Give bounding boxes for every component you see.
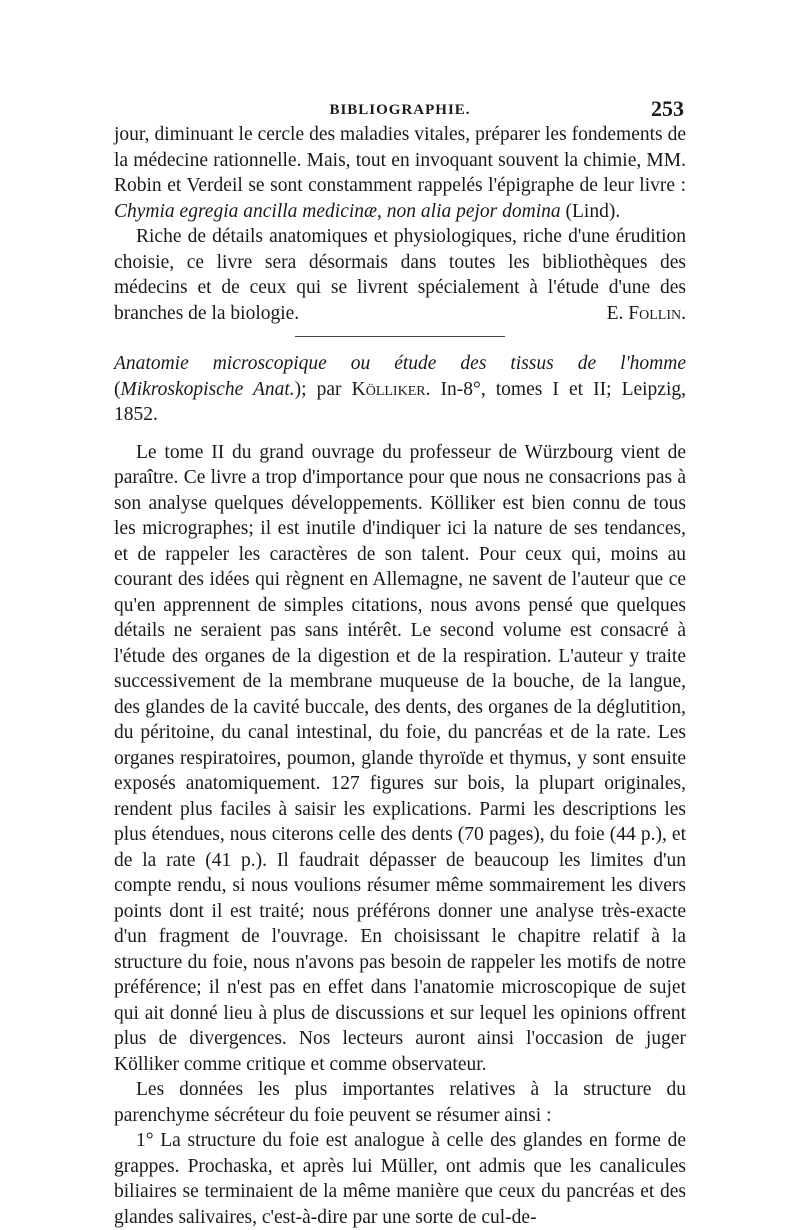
- publication-details: . In-8°, tomes I et II; Leipzig, 1852.: [114, 379, 686, 426]
- paragraph: Le tome II du grand ouvrage du professeur de Würzbourg vient de paraître. Ce livre a trop d'importance pour que nous ne consacrions pas à son analyse quelques développements. Kölliker est bien connu de tous les micrographes; il est inutile d'indiquer ici la nature de ses tendances, et de rappeler les caractères de son talent. Pour ceux qui, moins au courant des idées qui règnent en Allemagne, ne savent de l'auteur que ce qu'en apprennent de simples citations, nous avons pensé que quelques détails ne seraient pas sans intérêt. Le second volume est consacré à l'étude des organes de la digestion et de la respiration. L'auteur y traite successivement de la membrane muqueuse de la bouche, de la langue, des glandes de la cavité buccale, des dents, des organes de la déglutition, du péritoine, du canal intestinal, du foie, du pancréas et de la rate. Les organes respiratoires, poumon, glande thyroïde et thymus, y sont ensuite exposés anatomiquement. 127 figures sur bois, la plupart originales, rendent plus faciles à saisir les explications. Parmi les descriptions les plus étendues, nous citerons celle des dents (70 pages), du foie (44 p.), et de la rate (41 p.). Il faudrait dépasser de beaucoup les limites d'un compte rendu, si nous voulions résumer même sommairement les divers points dont il est traité; nous préférons donner une analyse très-exacte d'un fragment de l'ouvrage. En choisissant le chapitre relatif à la structure du foie, nous n'avons pas besoin de rappeler les motifs de notre préférence; il n'est pas en effet dans l'anatomie microscopique de sujet qui ait donné lieu à plus de discussions et sur lequel les opinions offrent plus de divergences. Nos lecteurs auront ainsi l'occasion de juger Kölliker comme critique et comme observateur.: [114, 440, 686, 1078]
- paragraph: Les données les plus importantes relatives à la structure du parenchyme sécréteur du foie peuvent se résumer ainsi :: [114, 1077, 686, 1128]
- review-title: [114, 351, 686, 428]
- title-paren: ): [295, 379, 302, 400]
- review-kolliker: [114, 440, 686, 1230]
- book-title-german: Mikroskopische Anat.: [121, 379, 295, 400]
- paragraph: [114, 122, 686, 224]
- paragraph-text: jour, diminuant le cercle des maladies vitales, préparer les fondements de la médecine rationnelle. Mais, tout en invoquant souvent la chimie, MM. Robin et Verdeil se sont constamment rappelés l'épigraphe de leur livre :: [114, 124, 686, 196]
- title-paren: (: [114, 379, 121, 400]
- review-robin-verdeil: [114, 122, 686, 326]
- paragraph: 1° La structure du foie est analogue à celle des glandes en forme de grappes. Prochaska, et après lui Müller, ont admis que les canalicules biliaires se terminaient de la même manière que ceux du pancréas et des glandes salivaires, c'est-à-dire par une sorte de cul-de-: [114, 1128, 686, 1230]
- signature: E. Follin.: [607, 303, 686, 324]
- epigraph-source: (Lind).: [561, 201, 621, 222]
- running-head: BIBLIOGRAPHIE.: [114, 102, 686, 119]
- page-number: 253: [651, 96, 684, 122]
- epigraph: Chymia egregia ancilla medicinæ, non alia pejor domina: [114, 201, 561, 222]
- title-text: ; par: [301, 379, 351, 400]
- book-title: Anatomie microscopique ou étude des tissus de l'homme: [114, 353, 686, 374]
- book-author: Kölliker: [352, 379, 426, 400]
- page: [114, 96, 686, 1230]
- page-header: [114, 96, 686, 122]
- section-divider: [295, 336, 505, 337]
- paragraph-text: Riche de détails anatomiques et physiologiques, riche d'une érudition choisie, ce livre sera désormais dans toutes les bibliothèques des médecins et de ceux qui se livrent spécialement à l'étude d'une des branches de la biologie.: [114, 226, 686, 324]
